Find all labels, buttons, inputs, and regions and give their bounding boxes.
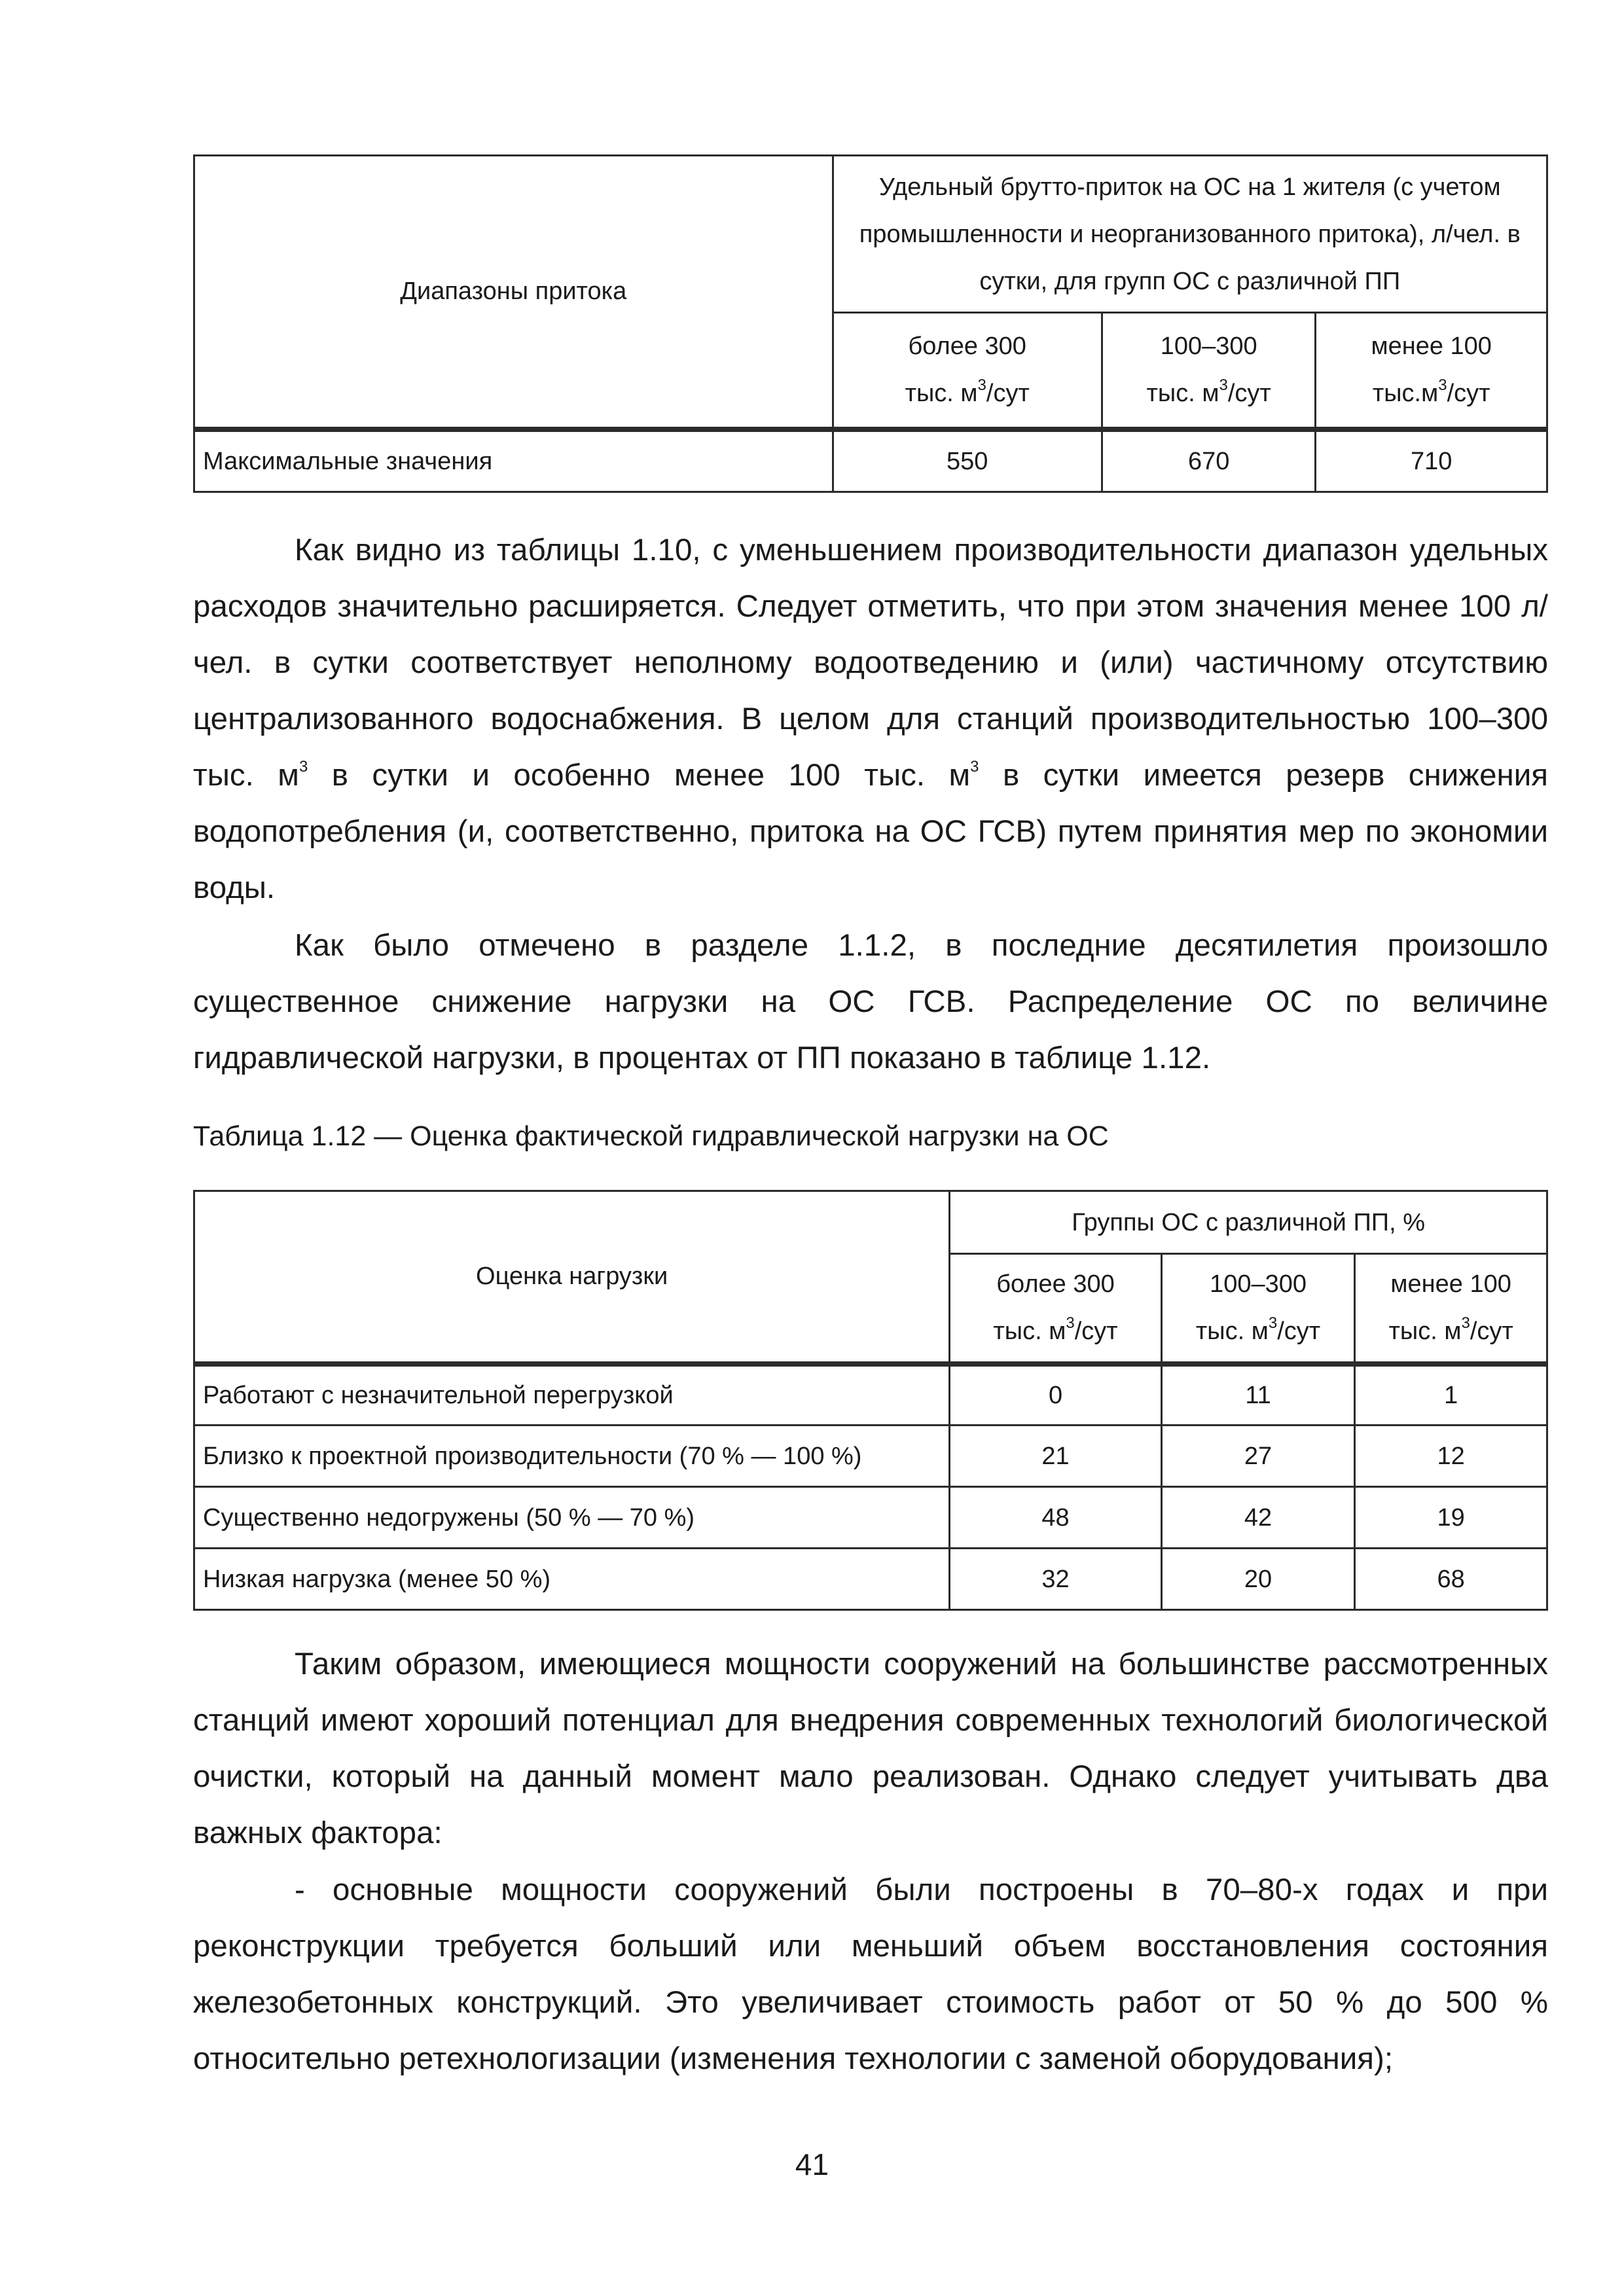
paragraph-2: Как было отмечено в разделе 1.1.2, в последние десятилетия произошло существенное снижение нагрузки на ОС ГСВ. Распределение ОС по величине гидравлической нагрузки, в процентах от ПП показано в таблице 1.12. (193, 928, 1548, 1075)
row-label: Низкая нагрузка (менее 50 %) (194, 1549, 950, 1610)
table-row (194, 429, 1547, 492)
table-cell: 48 (950, 1487, 1162, 1549)
table-cell: 27 (1161, 1426, 1355, 1487)
table-row (194, 1487, 1547, 1549)
row-label: Работают с незначительной перегрузкой (194, 1364, 950, 1426)
eval-header-cell (194, 1191, 950, 1364)
paragraph-3: Таким образом, имеющиеся мощности сооружений на большинстве рассмотренных станций имеют хороший потенциал для внедрения современных технологий биологической очистки, который на данный момент мало реализован. Однако следует учитывать два важных фактора: (193, 1647, 1548, 1850)
row-label: Близко к проектной производительности (70 % — 100 %) (194, 1426, 950, 1487)
col-header: менее 100 тыс. $м^3$/сут (1355, 1254, 1547, 1364)
table-cell: 20 (1161, 1549, 1355, 1610)
col-header: 100–300 тыс. $м^3$/сут (1161, 1254, 1355, 1364)
col-header: менее 100 $тыс.м^3$/сут (1316, 313, 1547, 429)
table-cell: 68 (1355, 1549, 1547, 1610)
col-header: более 300 тыс. $м^3$/сут (950, 1254, 1162, 1364)
table-cell: 19 (1355, 1487, 1547, 1549)
table-cell: 550 (833, 429, 1102, 492)
table-1-12 (193, 1190, 1548, 1611)
group-header-cell (950, 1191, 1547, 1254)
table-cell: 710 (1316, 429, 1547, 492)
row-label: Существенно недогружены (50 % — 70 %) (194, 1487, 950, 1549)
table-cell: 12 (1355, 1426, 1547, 1487)
group-header: Удельный брутто-приток на ОС на 1 жителя (с учетом промышленности и неорганизованного притока), л/чел. в сутки, для групп ОС с различной ПП (859, 173, 1521, 295)
group-header-cell (833, 156, 1547, 313)
page-number: 41 (795, 2147, 829, 2181)
table-cell: 11 (1161, 1364, 1355, 1426)
range-header: Диапазоны притока (400, 278, 627, 306)
table-row (194, 1426, 1547, 1487)
paragraph-4: - основные мощности сооружений были построены в 70–80-х годах и при реконструкции требуется больший или меньший объем восстановления состояния железобетонных конструкций. Это увеличивает стоимость работ от 50 % до 500 % относительно ретехнологизации (изменения технологии с заменой оборудования); (193, 1873, 1548, 2076)
table-cell: 670 (1102, 429, 1316, 492)
table-cell: 32 (950, 1549, 1162, 1610)
table-cell: 42 (1161, 1487, 1355, 1549)
table-row (194, 1364, 1547, 1426)
table-cell: 1 (1355, 1364, 1547, 1426)
group-header: Группы ОС с различной ПП, % (1072, 1208, 1425, 1236)
row-label: Максимальные значения (194, 429, 833, 492)
eval-header: Оценка нагрузки (476, 1263, 668, 1291)
paragraph-1: Как видно из таблицы 1.10, с уменьшением производительности диапазон удельных расходов значительно расширяется. Следует отметить, что при этом значения менее 100 л/чел. в сутки соответствует неполному водоотведению и (или) частичному отсутствию централизованного водоснабжения. В целом для станций производительностью 100–300 тыс. $м^3$ в сутки и особенно менее 100 тыс. $м^3$ в сутки имеется резерв снижения водопотребления (и, соответственно, притока на ОС ГСВ) путем принятия мер по экономии воды. (193, 533, 1548, 905)
table-row (194, 1549, 1547, 1610)
table-caption: Таблица 1.12 — Оценка фактической гидравлической нагрузки на ОС (193, 1121, 1109, 1152)
col-header: 100–300 тыс. $м^3$/сут (1102, 313, 1316, 429)
table-cell: 0 (950, 1364, 1162, 1426)
range-header-cell (194, 156, 833, 429)
col-header: более 300 тыс. $м^3$/сут (833, 313, 1102, 429)
table-1-10 (193, 154, 1548, 493)
table-cell: 21 (950, 1426, 1162, 1487)
